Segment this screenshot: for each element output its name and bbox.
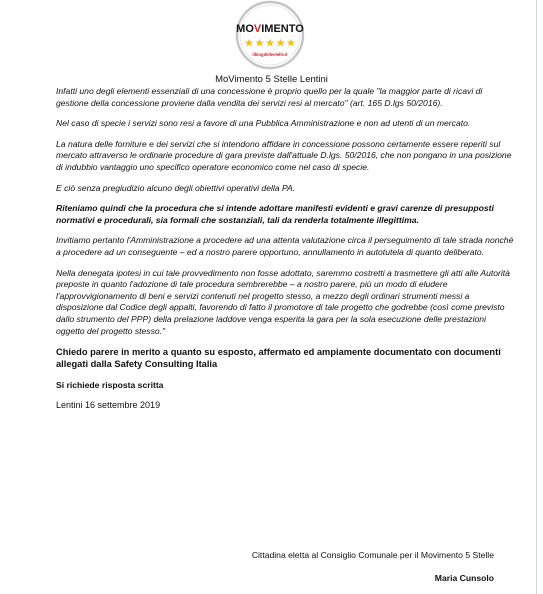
signer-role: Cittadina eletta al Consiglio Comunale per il Movimento 5 Stelle xyxy=(251,550,494,560)
page-edge xyxy=(536,0,537,594)
paragraph-risposta: Si richiede risposta scritta xyxy=(56,379,164,390)
date-line: Lentini 16 settembre 2019 xyxy=(56,400,161,411)
signature-name: Maria Cunsolo xyxy=(434,573,494,583)
movimento-5-stelle-logo xyxy=(233,0,307,70)
paragraph-illegittima: Riteniamo quindi che la procedura che si intende adottare manifesti evidenti e gravi carenze di presupposti normativi e procedurali, sia formali che sostanziali, tali da renderla totalmente illegittima. xyxy=(56,203,494,225)
paragraph-pubblica-amministrazione: Nel caso di specie i servizi sono resi a favore di una Pubblica Amministrazione e non ad utenti di un mercato. xyxy=(56,118,471,129)
paragraph-parere: Chiedo parere in merito a quanto su esposto, affermato ed ampiamente documentato con documenti allegati dalla Safety Consulting Italia xyxy=(56,347,501,370)
letter-body xyxy=(56,86,516,421)
paragraph-obiettivi: E ciò senza pregiudizio alcuno degli obiettivi operativi della PA. xyxy=(56,182,296,193)
logo-wordmark: MOVIMENTO xyxy=(236,23,304,35)
logo-url: ilblogdellestelle.it xyxy=(252,52,288,57)
paragraph-autorita: Nella denegata ipotesi in cui tale provvedimento non fosse adottato, saremmo costretti a trasmettere gli atti alle Autorità preposte in quanto l'adozione di tale procedura sembrerebbe – a nostro parere, più un modo di eludere l'approvvigionamento di beni e servizi contenuti nel progetto stesso, a mezzo degli ordinari strumenti messi a disposizione dal Codice degli appalti, favorendo di fatto il promotore di tale progetto che godrebbe (così come previsto dallo strumento del PPP) della prelazione laddove venga esperita la gara per la sola esecuzione delle prestazioni oggetto del progetto stesso." xyxy=(56,267,510,336)
organization-name: MoVimento 5 Stelle Lentini xyxy=(215,74,328,85)
paragraph-concessione: Infatti uno degli elementi essenziali di una concessione è proprio quello per la quale "la maggior parte di ricavi di gestione della concessione proviene dalla vendita dei servizi resi al mercato" (art. 165 D.lgs 50/2016). xyxy=(56,86,483,108)
paragraph-forniture: La natura delle forniture e dei servizi che si intendono affidare in concessione possono certamente essere reperiti sul mercato attraverso le ordinarie procedure di gara previste dall'attuale D.lgs. 50/2016, che non pongano in una posizione di indubbio vantaggio uno specifico operatore economico come nel caso di specie. xyxy=(56,138,512,172)
paragraph-autotutela: Invitiamo pertanto l'Amministrazione a procedere ad una attenta valutazione circa il perseguimento di tale strada nonché a procedere ad un conseguente – ed a nostro parere opportuno, annullamento in autotutela di quanto deliberato. xyxy=(56,235,514,257)
